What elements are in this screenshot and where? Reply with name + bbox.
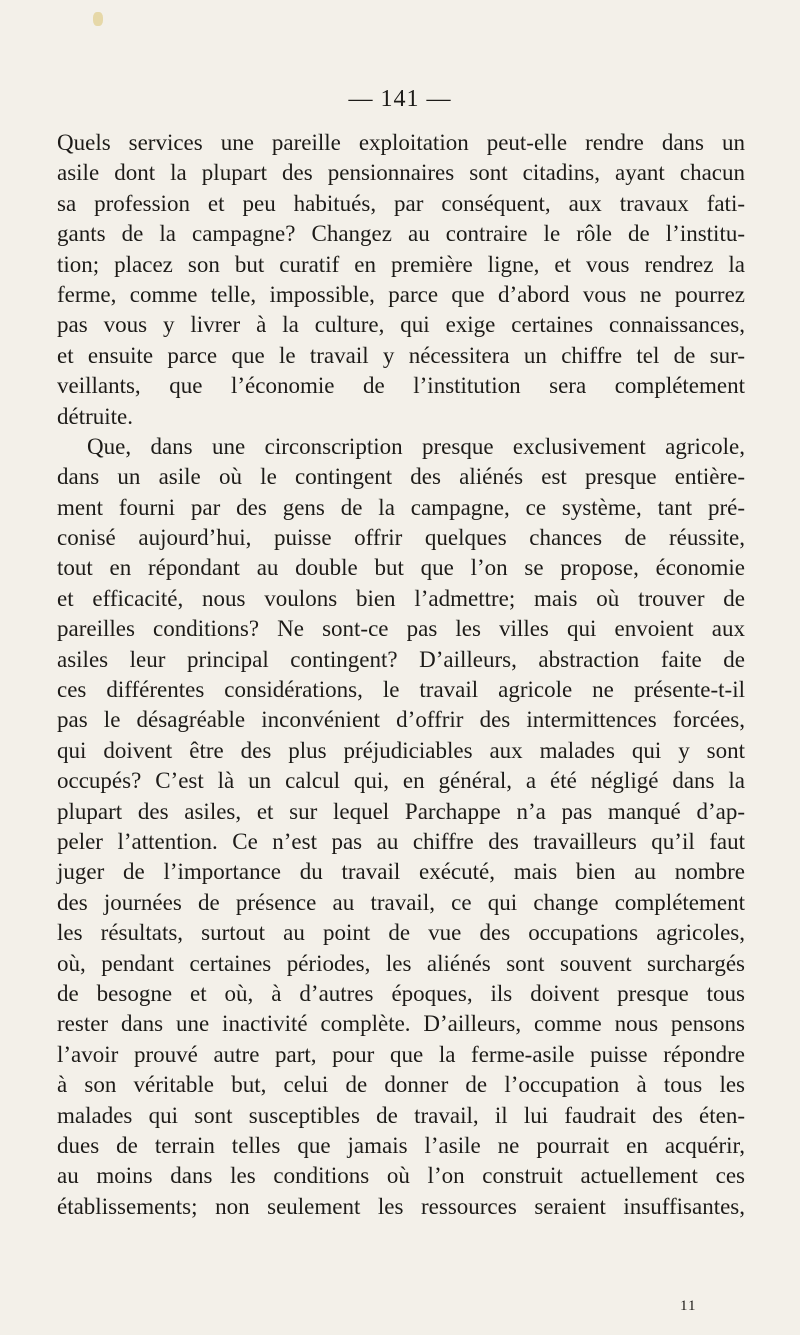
text-line: les résultats, surtout au point de vue des occupations agricoles,	[57, 920, 745, 946]
text-line: pas vous y livrer à la culture, qui exige certaines connaissances,	[57, 312, 745, 338]
page-number: — 141 —	[348, 86, 452, 112]
text-line: ces différentes considérations, le travail agricole ne présente-t-il	[57, 677, 745, 703]
text-line: qui doivent être des plus préjudiciables aux malades qui y sont	[57, 737, 745, 763]
body-text	[57, 128, 745, 1222]
text-line: dues de terrain telles que jamais l’asile ne pourrait en acquérir,	[57, 1132, 745, 1158]
text-line: asile dont la plupart des pensionnaires sont citadins, ayant chacun	[57, 160, 745, 186]
text-line: occupés? C’est là un calcul qui, en général, a été négligé dans la	[57, 768, 745, 794]
text-line: tion; placez son but curatif en première ligne, et vous rendrez la	[57, 251, 745, 277]
text-line: conisé aujourd’hui, puisse offrir quelques chances de réussite,	[57, 525, 745, 551]
text-line: pas le désagréable inconvénient d’offrir des intermittences forcées,	[57, 707, 745, 733]
text-line: et ensuite parce que le travail y nécessitera un chiffre tel de sur-	[57, 342, 745, 368]
text-line: tout en répondant au double but que l’on se propose, économie	[57, 555, 745, 581]
text-line: gants de la campagne? Changez au contraire le rôle de l’institu-	[57, 221, 745, 247]
text-line: pareilles conditions? Ne sont-ce pas les villes qui envoient aux	[57, 616, 745, 642]
text-line: et efficacité, nous voulons bien l’admettre; mais où trouver de	[57, 585, 745, 611]
text-line: Que, dans une circonscription presque exclusivement agricole,	[87, 433, 745, 459]
text-line: où, pendant certaines périodes, les aliénés sont souvent surchargés	[57, 950, 745, 976]
text-line: Quels services une pareille exploitation peut-elle rendre dans un	[57, 130, 745, 155]
text-line: peler l’attention. Ce n’est pas au chiffre des travailleurs qu’il faut	[57, 828, 745, 854]
text-line: l’avoir prouvé autre part, pour que la ferme-asile puisse répondre	[57, 1041, 745, 1067]
text-line: au moins dans les conditions où l’on construit actuellement ces	[57, 1163, 745, 1189]
signature-mark: 11	[680, 1298, 697, 1314]
text-line: rester dans une inactivité complète. D’ailleurs, comme nous pensons	[57, 1011, 745, 1037]
text-line: asiles leur principal contingent? D’ailleurs, abstraction faite de	[57, 646, 745, 672]
paragraph	[57, 432, 745, 1222]
text-line: juger de l’importance du travail exécuté, mais bien au nombre	[57, 859, 745, 885]
text-line: à son véritable but, celui de donner de l’occupation à tous les	[57, 1072, 745, 1098]
text-line: dans un asile où le contingent des aliénés est presque entière-	[57, 464, 745, 490]
text-line: ferme, comme telle, impossible, parce que d’abord vous ne pourrez	[57, 281, 745, 307]
text-line: malades qui sont susceptibles de travail, il lui faudrait des éten-	[57, 1102, 745, 1128]
text-line: ment fourni par des gens de la campagne, ce système, tant pré-	[57, 494, 745, 520]
text-line: plupart des asiles, et sur lequel Parchappe n’a pas manqué d’ap-	[57, 798, 745, 824]
text-line: sa profession et peu habitués, par conséquent, aux travaux fati-	[57, 190, 745, 216]
text-line: de besogne et où, à d’autres époques, ils doivent presque tous	[57, 980, 745, 1006]
text-line: veillants, que l’économie de l’institution sera complétement	[57, 373, 745, 399]
paragraph	[57, 128, 745, 432]
text-line: des journées de présence au travail, ce qui change complétement	[57, 889, 745, 915]
paper-stain	[93, 12, 103, 26]
text-line: établissements; non seulement les ressources seraient insuffisantes,	[57, 1193, 745, 1219]
text-line: détruite.	[57, 403, 133, 429]
